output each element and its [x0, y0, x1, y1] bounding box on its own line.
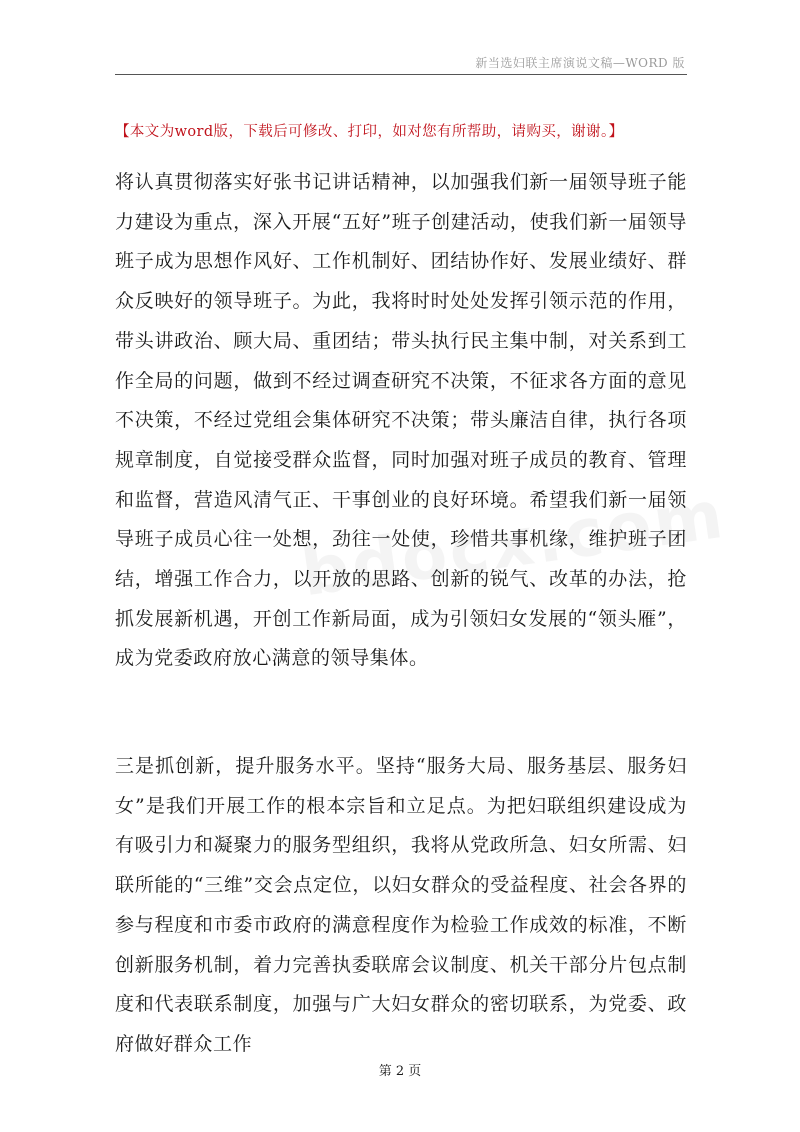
purchase-notice: 【本文为word版，下载后可修改、打印，如对您有所帮助，请购买，谢谢。】	[115, 124, 624, 140]
header-divider	[115, 74, 687, 75]
body-paragraph: 将认真贯彻落实好张书记讲话精神，以加强我们新一届领导班子能力建设为重点，深入开展“五好”班子创建活动，使我们新一届领导班子成为思想作风好、工作机制好、团结协作好、发展业绩好、群众反映好的领导班子。为此，我将时时处处发挥引领示范的作用，带头讲政治、顾大局、重团结；带头执行民主集中制，对关系到工作全局的问题，做到不经过调查研究不决策，不征求各方面的意见不决策，不经过党组会集体研究不决策；带头廉洁自律，执行各项规章制度，自觉接受群众监督，同时加强对班子成员的教育、管理和监督，营造风清气正、干事创业的良好环境。希望我们新一届领导班子成员心往一处想，劲往一处使，珍惜共事机缘，维护班子团结，增强工作合力，以开放的思路、创新的锐气、改革的办法，抢抓发展新机遇，开创工作新局面，成为引领妇女发展的“领头雁”，成为党委政府放心满意的领导集体。	[115, 171, 687, 670]
running-header-title: 新当选妇联主席演说文稿—WORD 版	[475, 56, 685, 70]
body-paragraph: 三是抓创新，提升服务水平。坚持“服务大局、服务基层、服务妇女”是我们开展工作的根本宗旨和立足点。为把妇联组织建设成为有吸引力和凝聚力的服务型组织，我将从党政所急、妇女所需、妇联所能的“三维”交会点定位，以妇女群众的受益程度、社会各界的参与程度和市委市政府的满意程度作为检验工作成效的标准，不断创新服务机制，着力完善执委联席会议制度、机关干部分片包点制度和代表联系制度，加强与广大妇女群众的密切联系，为党委、政府做好群众工作	[115, 755, 687, 1055]
page-number: 第 2 页	[378, 1064, 422, 1079]
